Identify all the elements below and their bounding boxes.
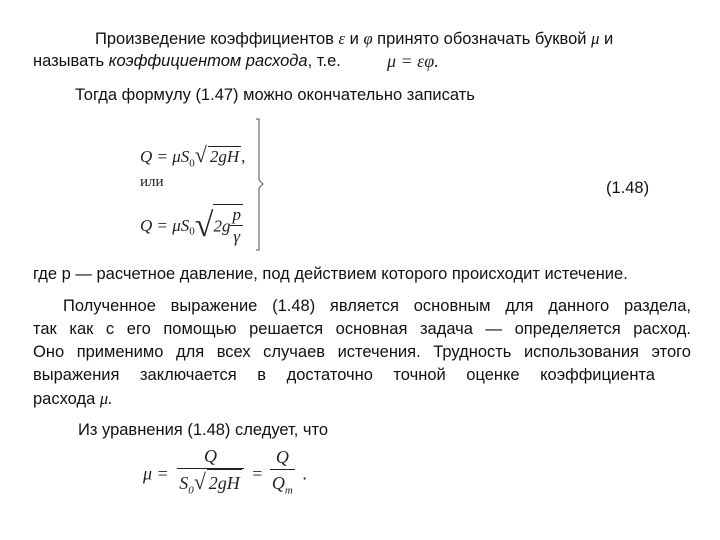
fraction-2 — [270, 445, 295, 504]
period: . — [302, 463, 307, 484]
text-segment: называть — [33, 52, 105, 70]
formula-148-line2 — [140, 204, 243, 248]
denominator — [177, 469, 244, 504]
italic-term: коэффициентом расхода — [108, 52, 308, 70]
para4-line3: Оно применимо для всех случаев истечения. Трудность использования этого — [33, 343, 691, 361]
den-q: Q — [271, 472, 285, 493]
right-brace — [250, 118, 270, 252]
text-segment: Произведение коэффициентов — [95, 30, 334, 48]
text-segment: и — [349, 30, 359, 48]
formula-text: μ = εφ. — [387, 51, 439, 71]
formula-or: или — [140, 174, 164, 190]
subscript: 0 — [188, 484, 194, 497]
radicand: 2gH — [209, 147, 240, 166]
subscript: m — [284, 484, 293, 497]
equation-number-148: (1.48) — [606, 179, 650, 197]
para3: где p — расчетное давление, под действием которого происходит истечение. — [33, 265, 628, 283]
formula-148-line1 — [140, 142, 245, 169]
para1-line1 — [95, 27, 613, 51]
formula-text: Q = μS — [140, 147, 190, 166]
comma: , — [241, 147, 246, 166]
radical-sign: √ — [193, 469, 206, 494]
para4-line2: так как с его помощью решается основная задача — определяется расход. — [33, 320, 691, 338]
numerator: p — [232, 205, 241, 224]
subscript: 0 — [189, 157, 195, 170]
text-segment: расхода — [33, 390, 96, 408]
text-segment: принято обозначать буквой — [377, 30, 587, 48]
subscript: 0 — [189, 225, 195, 238]
mu-symbol: μ. — [99, 389, 113, 408]
phi-symbol: φ — [363, 29, 373, 48]
fraction — [230, 205, 243, 248]
fraction-1 — [177, 444, 244, 504]
radical-sign: √ — [194, 207, 214, 244]
denominator — [270, 470, 295, 504]
para5: Из уравнения (1.48) следует, что — [78, 421, 329, 439]
numerator: Q — [177, 444, 244, 469]
para4-line5 — [33, 387, 112, 411]
radicand: 2g — [213, 216, 231, 236]
text-segment: и — [603, 30, 614, 48]
para4-line4: выражения заключается в достаточно точной оценке коэффициента — [33, 366, 655, 384]
text-segment: , т.е. — [307, 52, 341, 70]
mu-definition — [387, 51, 439, 72]
radicand: 2gH — [207, 469, 242, 496]
numerator: Q — [270, 445, 295, 470]
formula-mu — [143, 444, 307, 504]
radical-sign: √ — [194, 142, 207, 167]
epsilon-symbol: ε — [338, 29, 346, 48]
equals: = — [252, 463, 263, 484]
den-s: S — [179, 473, 189, 493]
para1-line2 — [33, 50, 341, 73]
radicand-group — [213, 204, 243, 248]
formula-text: μ = — [143, 463, 169, 484]
para4-line1: Полученное выражение (1.48) является основным для данного раздела, — [63, 297, 691, 315]
para2: Тогда формулу (1.47) можно окончательно записать — [75, 86, 475, 104]
mu-symbol: μ — [591, 29, 600, 48]
denominator: γ — [233, 227, 241, 246]
formula-text: Q = μS — [140, 216, 190, 235]
